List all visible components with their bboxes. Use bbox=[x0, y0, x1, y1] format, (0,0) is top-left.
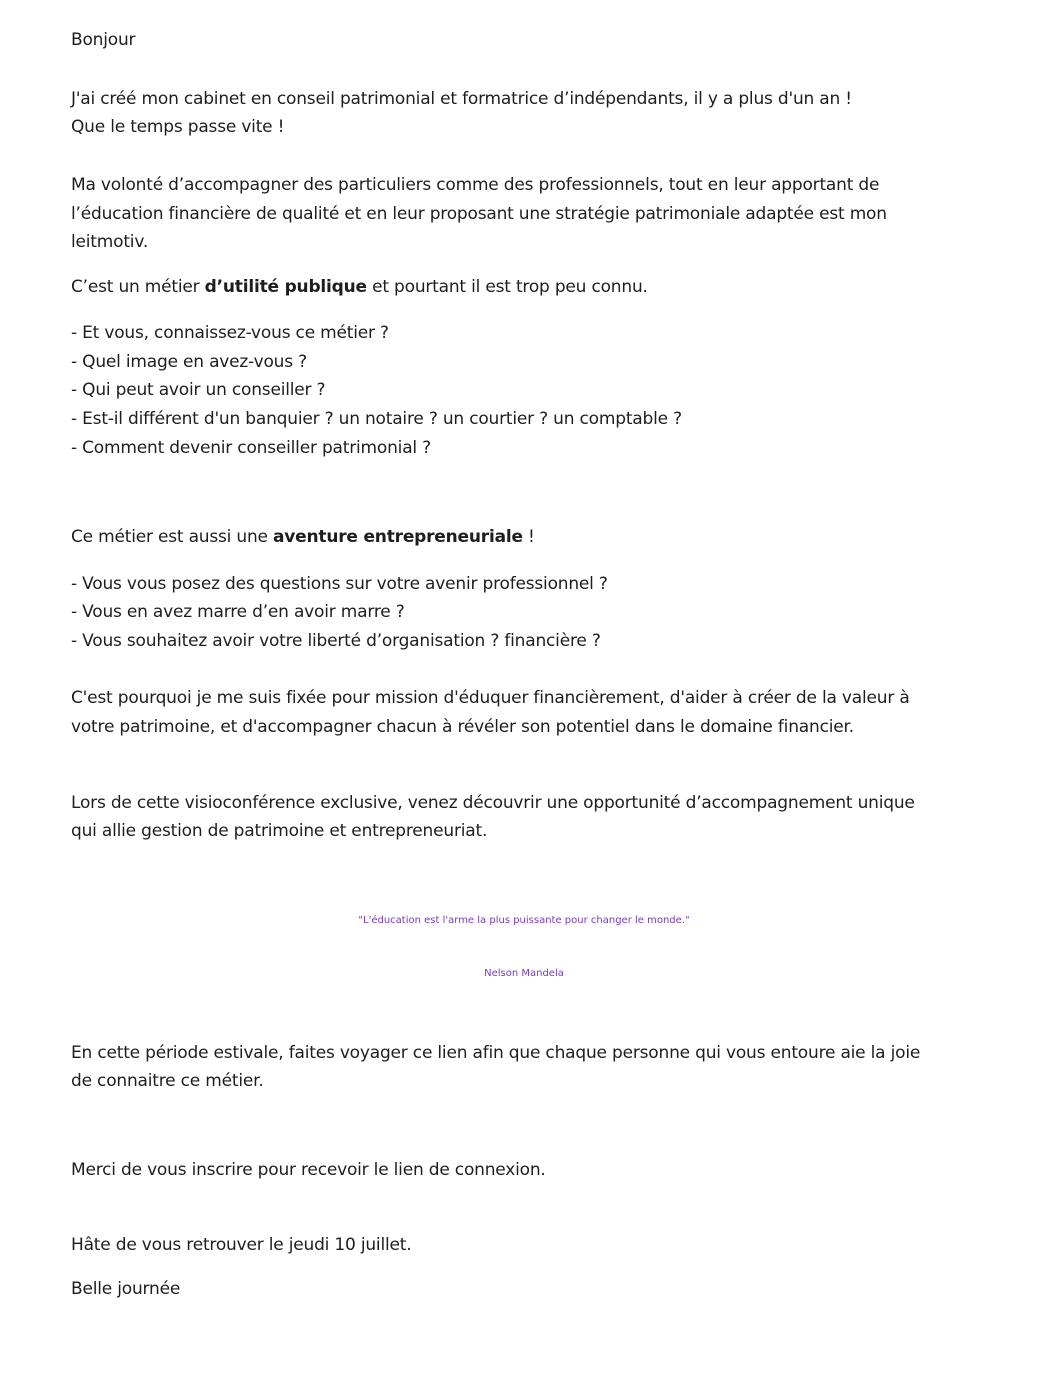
question-item: - Est-il différent d'un banquier ? un notaire ? un courtier ? un comptable ? bbox=[71, 409, 682, 429]
public-utility-after: et pourtant il est trop peu connu. bbox=[366, 277, 648, 297]
register-line: Merci de vous inscrire pour recevoir le lien de connexion. bbox=[71, 1160, 546, 1180]
public-utility-before: C’est un métier bbox=[71, 277, 205, 297]
webinar-line-1: Lors de cette visioconférence exclusive, venez découvrir une opportunité d’accompagnement unique bbox=[71, 793, 915, 813]
question-item: - Vous vous posez des questions sur votre avenir professionnel ? bbox=[71, 574, 608, 594]
public-utility-bold: d’utilité publique bbox=[204, 277, 367, 297]
quote-text: "L'éducation est l'arme la plus puissante pour changer le monde." bbox=[358, 915, 690, 926]
meet-line: Hâte de vous retrouver le jeudi 10 juillet. bbox=[71, 1235, 412, 1255]
intro-line-1: J'ai créé mon cabinet en conseil patrimonial et formatrice d’indépendants, il y a plus d'un an ! bbox=[71, 89, 852, 109]
question-item: - Qui peut avoir un conseiller ? bbox=[71, 380, 326, 400]
mission-line-1: Ma volonté d’accompagner des particuliers comme des professionnels, tout en leur apportant de bbox=[71, 175, 880, 195]
adventure-after: ! bbox=[522, 527, 535, 547]
webinar-line-2: qui allie gestion de patrimoine et entrepreneuriat. bbox=[71, 821, 488, 841]
quote-author: Nelson Mandela bbox=[484, 968, 564, 979]
intro-line-2: Que le temps passe vite ! bbox=[71, 117, 285, 137]
closing-line: Belle journée bbox=[71, 1279, 181, 1299]
mission-line-2: l’éducation financière de qualité et en leur proposant une stratégie patrimoniale adaptée est mon bbox=[71, 204, 887, 224]
public-utility-line bbox=[71, 273, 648, 301]
question-item: - Vous souhaitez avoir votre liberté d’organisation ? financière ? bbox=[71, 631, 601, 651]
adventure-line bbox=[71, 523, 535, 551]
purpose-line-1: C'est pourquoi je me suis fixée pour mission d'éduquer financièrement, d'aider à créer de la valeur à bbox=[71, 688, 910, 708]
share-line-2: de connaitre ce métier. bbox=[71, 1071, 264, 1091]
question-item: - Comment devenir conseiller patrimonial ? bbox=[71, 438, 431, 458]
adventure-bold: aventure entrepreneuriale bbox=[273, 527, 523, 547]
mission-line-3: leitmotiv. bbox=[71, 232, 149, 252]
adventure-before: Ce métier est aussi une bbox=[71, 527, 274, 547]
question-item: - Quel image en avez-vous ? bbox=[71, 352, 307, 372]
purpose-line-2: votre patrimoine, et d'accompagner chacun à révéler son potentiel dans le domaine financier. bbox=[71, 717, 854, 737]
greeting: Bonjour bbox=[71, 30, 136, 50]
question-item: - Et vous, connaissez-vous ce métier ? bbox=[71, 323, 389, 343]
question-item: - Vous en avez marre d’en avoir marre ? bbox=[71, 602, 405, 622]
share-line-1: En cette période estivale, faites voyager ce lien afin que chaque personne qui vous entoure aie la joie bbox=[71, 1043, 921, 1063]
